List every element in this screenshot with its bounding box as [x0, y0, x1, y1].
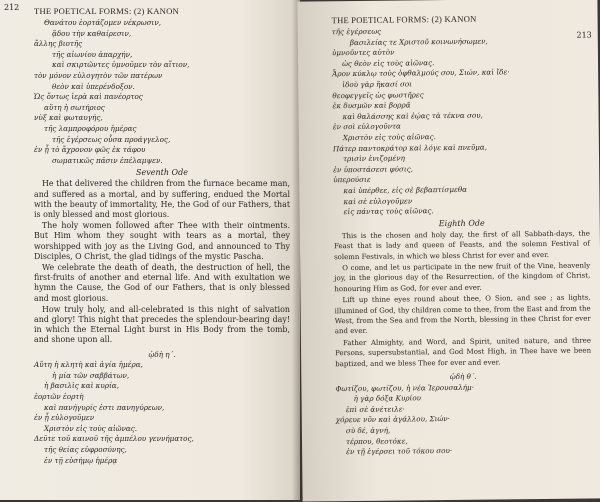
greek-line: ἐν τῇ εὐσήμῳ ἡμέρᾳ — [44, 455, 118, 465]
greek-line: Αὕτη ἡ κλητὴ καὶ ἁγία ἡμέρα, — [34, 360, 143, 370]
greek-line: ᾅδου τὴν καθαίρεσιν, — [52, 28, 132, 38]
greek-line: σωματικῶς πᾶσιν ἐπέλαμψεν. — [52, 155, 163, 165]
greek-line: τρισὶν ἑνιζομένη — [342, 153, 405, 164]
greek-line: Φωτίζου, φωτίζου, ἡ νέα Ἱερουσαλήμ· — [335, 382, 475, 393]
greek-line: ὑπερούσιε — [333, 175, 371, 185]
greek-line: χόρευε νῦν καὶ ἀγάλλου, Σιών· — [335, 414, 450, 425]
prose-paragraph: The holy women followed after Thee with their ointments. But Him whom they sought with tears as a mortal, they worshipped with joy as the Living God, and announced to Thy Disciples, O Christ, the glad tidings of the mystic Pascha. — [34, 221, 290, 261]
greek-line: ἐπὶ σὲ ἀνέτειλε· — [345, 404, 405, 414]
prose-paragraph: Lift up thine eyes round about thee, O Sion, and see ; as lights, illumined of God, thy children come to thee, from the East and from the West, from the Sea and from the North, blessing in thee Christ for ever and ever. — [334, 293, 591, 336]
greek-line: ἐν τῇ ἐγέρσει τοῦ τόκου σου· — [346, 446, 453, 457]
greek-line: θεὸν καὶ ὑπερένδοξον. — [52, 81, 135, 91]
greek-line: τῆς ἐγέρσεως — [331, 26, 382, 37]
greek-line: ὡς θεὸν εἰς τοὺς αἰῶνας. — [341, 57, 435, 68]
greek-line: καὶ πανήγυρίς ἐστι πανηγύρεων, — [44, 402, 165, 412]
greek-line: τὸν μόνον εὐλογητὸν τῶν πατέρων — [34, 70, 163, 80]
running-header-left: THE POETICAL FORMS: (2) KANON — [34, 6, 179, 16]
greek-hymn-bottom-left — [34, 350, 290, 467]
greek-line: ἐν σοὶ εὐλογοῦντα — [332, 121, 401, 132]
greek-line: ἡ βασιλὶς καὶ κυρία, — [44, 381, 119, 391]
ode-heading-right: Eighth Ode — [438, 218, 485, 228]
greek-line: εἰς πάντας τοὺς αἰῶνας. — [343, 206, 434, 217]
greek-line: ἰδοὺ γὰρ ἥκασί σοι — [342, 79, 413, 90]
greek-line: τῆς θείας εὐφροσύνης, — [44, 444, 127, 454]
greek-line: ἑορτῶν ἑορτὴ — [34, 391, 84, 401]
greek-line: αὕτη ἡ σωτήριος — [44, 102, 105, 112]
greek-line: ἡ μία τῶν σαββάτων, — [52, 370, 130, 380]
greek-line: Δεῦτε τοῦ καινοῦ τῆς ἀμπέλου γεννήματος, — [34, 434, 194, 444]
greek-line: καὶ σκιρτῶντες ὑμνοῦμεν τὸν αἴτιον, — [52, 60, 190, 70]
greek-hymn-bottom-right — [335, 370, 592, 457]
greek-line: Θανάτου ἑορτάζομεν νέκρωσιν, — [44, 18, 161, 27]
greek-ode-heading-right: ᾠδὴ θ΄. — [449, 371, 477, 381]
greek-line: καὶ ὑπέρθεε, εἰς σὲ βεβαπτίσμεθα — [343, 184, 468, 196]
greek-line: ἐν ὑποστάσεσι φύσις, — [333, 164, 414, 174]
greek-hymn-top-left — [34, 18, 290, 166]
greek-line: Ὡς ὄντως ἱερὰ καὶ πανέορτος — [34, 92, 143, 102]
right-page — [297, 0, 600, 502]
greek-line: τέρπου, θεοτόκε, — [345, 435, 408, 446]
greek-ode-heading-left: ᾠδὴ η΄. — [148, 349, 176, 359]
greek-line: νὺξ καὶ φωταυγής, — [34, 113, 103, 123]
translation-text-left — [34, 179, 290, 345]
greek-line: ἐκ δυσμῶν καὶ βορρᾶ — [332, 100, 411, 111]
page-number-left: 212 — [4, 3, 20, 12]
prose-paragraph: Father Almighty, and Word, and Spirit, united nature, and three Persons, supersubstantial, and God Most High, in Thee have we been baptized, and we bless Thee for ever and ever. — [335, 336, 592, 368]
prose-paragraph: O come, and let us participate in the new fruit of the Vine, heavenly joy, in the glorious day of the Resurrection, of the kingdom of Christ, honouring Him as God, for ever and ever. — [334, 261, 591, 293]
prose-paragraph: This is the chosen and holy day, the first of all Sabbath-days, the Feast that is lady and queen of Feasts, and the solemn Festival of solemn Festivals, in which we bless Christ for ever and ever. — [333, 229, 590, 261]
greek-line: ἄλλης βιοτῆς — [34, 39, 83, 49]
greek-line: τῆς λαμπροφόρου ἡμέρας — [44, 123, 137, 133]
greek-line: καὶ σὲ εὐλογοῦμεν — [343, 195, 413, 206]
greek-line: σὺ δέ, ἁγνή, — [345, 425, 391, 436]
greek-line: Χριστὸν εἰς τοὺς αἰῶνας. — [44, 423, 138, 433]
translation-text-right — [334, 228, 591, 369]
left-page — [0, 0, 300, 500]
prose-paragraph: We celebrate the death of death, the destruction of hell, the first-fruits of another and eternal life. And with exultation we hymn the Cause, the God of our Fathers, that is only blessed and most glorious. — [34, 262, 290, 303]
prose-paragraph: He that delivered the children from the furnace became man, and suffered as a mortal, and by suffering, endued the Mortal with the beauty of immortality, He, the God of our Fathers, that is only blessed and most glorious. — [34, 179, 290, 219]
greek-line: τῆς ἐγέρσεως οὖσα προάγγελος, — [52, 134, 171, 144]
greek-line: ἡ γὰρ δόξα Κυρίου — [353, 393, 422, 404]
greek-line: βασιλείας τε Χριστοῦ κοινωνήσωμεν, — [349, 36, 488, 47]
ode-heading-left: Seventh Ode — [136, 168, 188, 178]
greek-line: θεοφεγγεῖς ὡς φωστῆρες — [332, 89, 424, 100]
greek-line: ἐν ᾗ εὐλογοῦμεν — [34, 413, 95, 423]
greek-line: Χριστὸν εἰς τοὺς αἰῶνας. — [342, 132, 436, 143]
greek-line: Πάτερ παντοκράτορ καὶ λόγε καὶ πνεῦμα, — [332, 142, 488, 153]
greek-line: ὑμνοῦντες αὐτὸν — [331, 47, 395, 58]
greek-hymn-top-right — [332, 25, 590, 218]
greek-line: τῆς αἰωνίου ἀπαρχήν, — [52, 49, 133, 59]
prose-paragraph: How truly holy, and all-celebrated is this night of salvation and glory! This night that precedes the splendour-bearing day! in which the Eternal Light burst in His Body from the tomb, and shone upon all. — [34, 304, 290, 345]
page-number-right: 213 — [576, 30, 592, 40]
greek-line: Ἆρον κύκλῳ τοὺς ὀφθαλμούς σου, Σιών, καὶ ἴδε· — [332, 67, 510, 79]
greek-line: ἐν ᾗ τὸ ἄχρονον φῶς ἐκ τάφου — [34, 145, 146, 155]
running-header-right: THE POETICAL FORMS: (2) KANON — [331, 13, 477, 26]
greek-line: καὶ θαλάσσης καὶ ἑῴας τὰ τέκνα σου, — [342, 110, 483, 121]
